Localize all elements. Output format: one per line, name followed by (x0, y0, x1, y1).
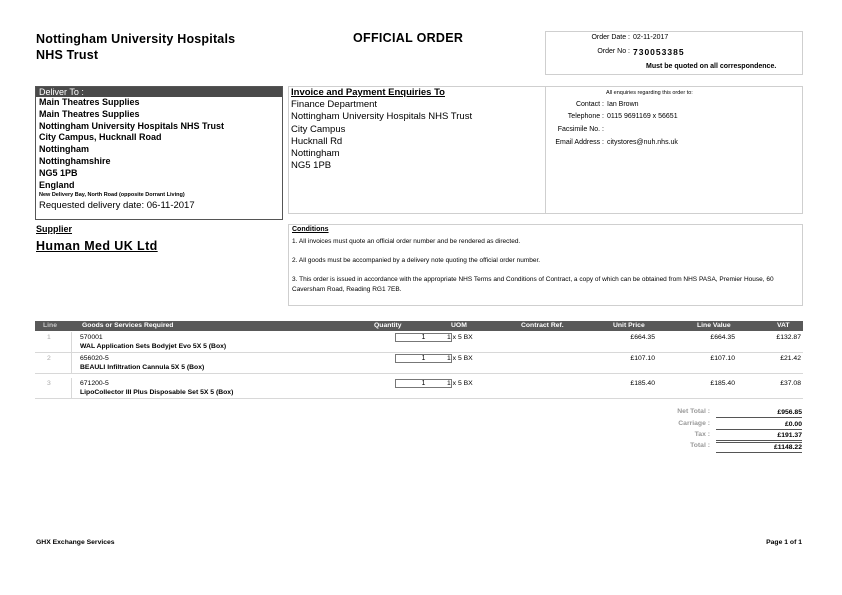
col-line: Line (43, 322, 57, 329)
contact-value: Ian Brown (607, 101, 639, 108)
order-number-label: Order No : (597, 48, 630, 55)
condition-item: 1. All invoices must quote an official order number and be rendered as directed. (292, 238, 521, 245)
row-uom: 1 x 5 BX (447, 334, 473, 341)
total-label: Total : (690, 442, 710, 449)
deliver-line: Nottingham University Hospitals NHS Trust (39, 120, 225, 131)
row-uom: 1 x 5 BX (447, 380, 473, 387)
invoice-line: NG5 1PB (291, 160, 332, 172)
row-line-number: 1 (47, 334, 51, 341)
carriage-label: Carriage : (678, 420, 710, 427)
total-value: £1148.22 (716, 442, 802, 453)
row-description: WAL Application Sets Bodyjet Evo 5X 5 (Box) (80, 343, 227, 350)
document-title: OFFICIAL ORDER (353, 31, 464, 45)
col-unit-price: Unit Price (613, 322, 645, 329)
invoice-line: Nottingham University Hospitals NHS Trust (291, 111, 473, 123)
deliver-line: Main Theatres Supplies (39, 97, 140, 107)
deliver-to-heading: Deliver To : (36, 87, 282, 97)
row-line-value: £107.10 (710, 355, 735, 362)
deliver-address (36, 97, 282, 211)
org-name-line2: NHS Trust (36, 48, 99, 62)
deliver-line: England (39, 179, 75, 190)
order-date-label: Order Date : (591, 34, 630, 41)
order-number: 730053385 (633, 47, 685, 57)
col-vat: VAT (777, 322, 790, 329)
row-description: BEAULI Infiltration Cannula 5X 5 (Box) (80, 364, 205, 371)
row-code: 656020-5 (80, 355, 109, 362)
deliver-note: New Delivery Bay, North Road (opposite Dorrant Living) (39, 192, 185, 199)
row-quantity: 1 (395, 354, 452, 363)
conditions-heading: Conditions (292, 226, 329, 233)
org-name (36, 31, 235, 63)
row-vat: £37.08 (780, 380, 801, 387)
carriage-value: £0.00 (716, 420, 802, 430)
row-unit-price: £107.10 (630, 355, 655, 362)
invoice-line: Finance Department (291, 99, 378, 111)
condition-item: 3. This order is issued in accordance with the appropriate NHS Terms and Conditions of Contract, a copy of which can be obtained from NHS PASA, Premier House, 60 Caversham Road, Reading RG1 7EB. (292, 276, 774, 293)
row-quantity: 1 (395, 379, 452, 388)
row-line-number: 2 (47, 355, 51, 362)
table-row (35, 378, 803, 399)
col-uom: UOM (451, 322, 467, 329)
requested-delivery (39, 200, 282, 211)
deliver-line: Main Theatres Supplies (39, 108, 140, 119)
row-uom: 1 x 5 BX (447, 355, 473, 362)
order-date: 02-11-2017 (633, 34, 669, 41)
col-line-value: Line Value (697, 322, 731, 329)
order-info-box (545, 31, 803, 75)
org-name-line1: Nottingham University Hospitals (36, 32, 236, 46)
table-row (35, 353, 803, 374)
footer-source: GHX Exchange Services (36, 539, 115, 546)
invoice-box (288, 86, 546, 214)
contact-note: All enquiries regarding this order to: (606, 90, 693, 96)
deliver-line: Nottinghamshire (39, 155, 111, 166)
invoice-line: Nottingham (291, 148, 340, 160)
invoice-line: Hucknall Rd (291, 135, 343, 147)
order-note: Must be quoted on all correspondence. (646, 63, 777, 70)
row-line-number: 3 (47, 380, 51, 387)
deliver-line: NG5 1PB (39, 167, 78, 178)
conditions-box (288, 224, 803, 306)
invoice-heading: Invoice and Payment Enquiries To (291, 87, 445, 98)
requested-delivery-label: Requested delivery date: (39, 200, 145, 212)
row-unit-price: £185.40 (630, 380, 655, 387)
row-line-value: £664.35 (710, 334, 735, 341)
row-code: 671200-5 (80, 380, 109, 387)
col-quantity: Quantity (374, 322, 402, 329)
condition-item: 2. All goods must be accompanied by a delivery note quoting the official order number. (292, 257, 541, 264)
telephone-label: Telephone : (567, 113, 604, 120)
deliver-line: City Campus, Hucknall Road (39, 132, 162, 143)
invoice-address (289, 87, 545, 172)
col-contract-ref: Contract Ref. (521, 322, 564, 329)
supplier-name: Human Med UK Ltd (36, 239, 158, 253)
row-vat: £21.42 (780, 355, 801, 362)
row-unit-price: £664.35 (630, 334, 655, 341)
fax-label: Facsimile No. : (557, 126, 604, 133)
table-row (35, 332, 803, 353)
row-description: LipoCollector III Plus Disposable Set 5X 5 (Box) (80, 389, 234, 396)
page-number: Page 1 of 1 (766, 539, 802, 546)
tax-label: Tax : (694, 431, 710, 438)
deliver-line: Nottingham (39, 144, 89, 155)
tax-value: £191.37 (716, 431, 802, 441)
requested-delivery-date: 06-11-2017 (146, 200, 195, 212)
email-value: citystores@nuh.nhs.uk (607, 139, 678, 146)
row-code: 570001 (80, 334, 103, 341)
telephone-value: 0115 9691169 x 56651 (607, 113, 678, 120)
deliver-to-box (35, 86, 283, 220)
invoice-line: City Campus (291, 123, 346, 135)
row-vat: £132.87 (776, 334, 801, 341)
net-total-value: £956.85 (716, 408, 802, 418)
contact-box (545, 86, 803, 214)
row-quantity: 1 (395, 333, 452, 342)
order-table-header (35, 321, 803, 331)
net-total-label: Net Total : (677, 408, 710, 415)
row-line-value: £185.40 (710, 380, 735, 387)
supplier-label: Supplier (36, 224, 73, 234)
contact-label: Contact : (575, 101, 604, 108)
col-goods: Goods or Services Required (82, 322, 174, 329)
email-label: Email Address : (555, 139, 604, 146)
